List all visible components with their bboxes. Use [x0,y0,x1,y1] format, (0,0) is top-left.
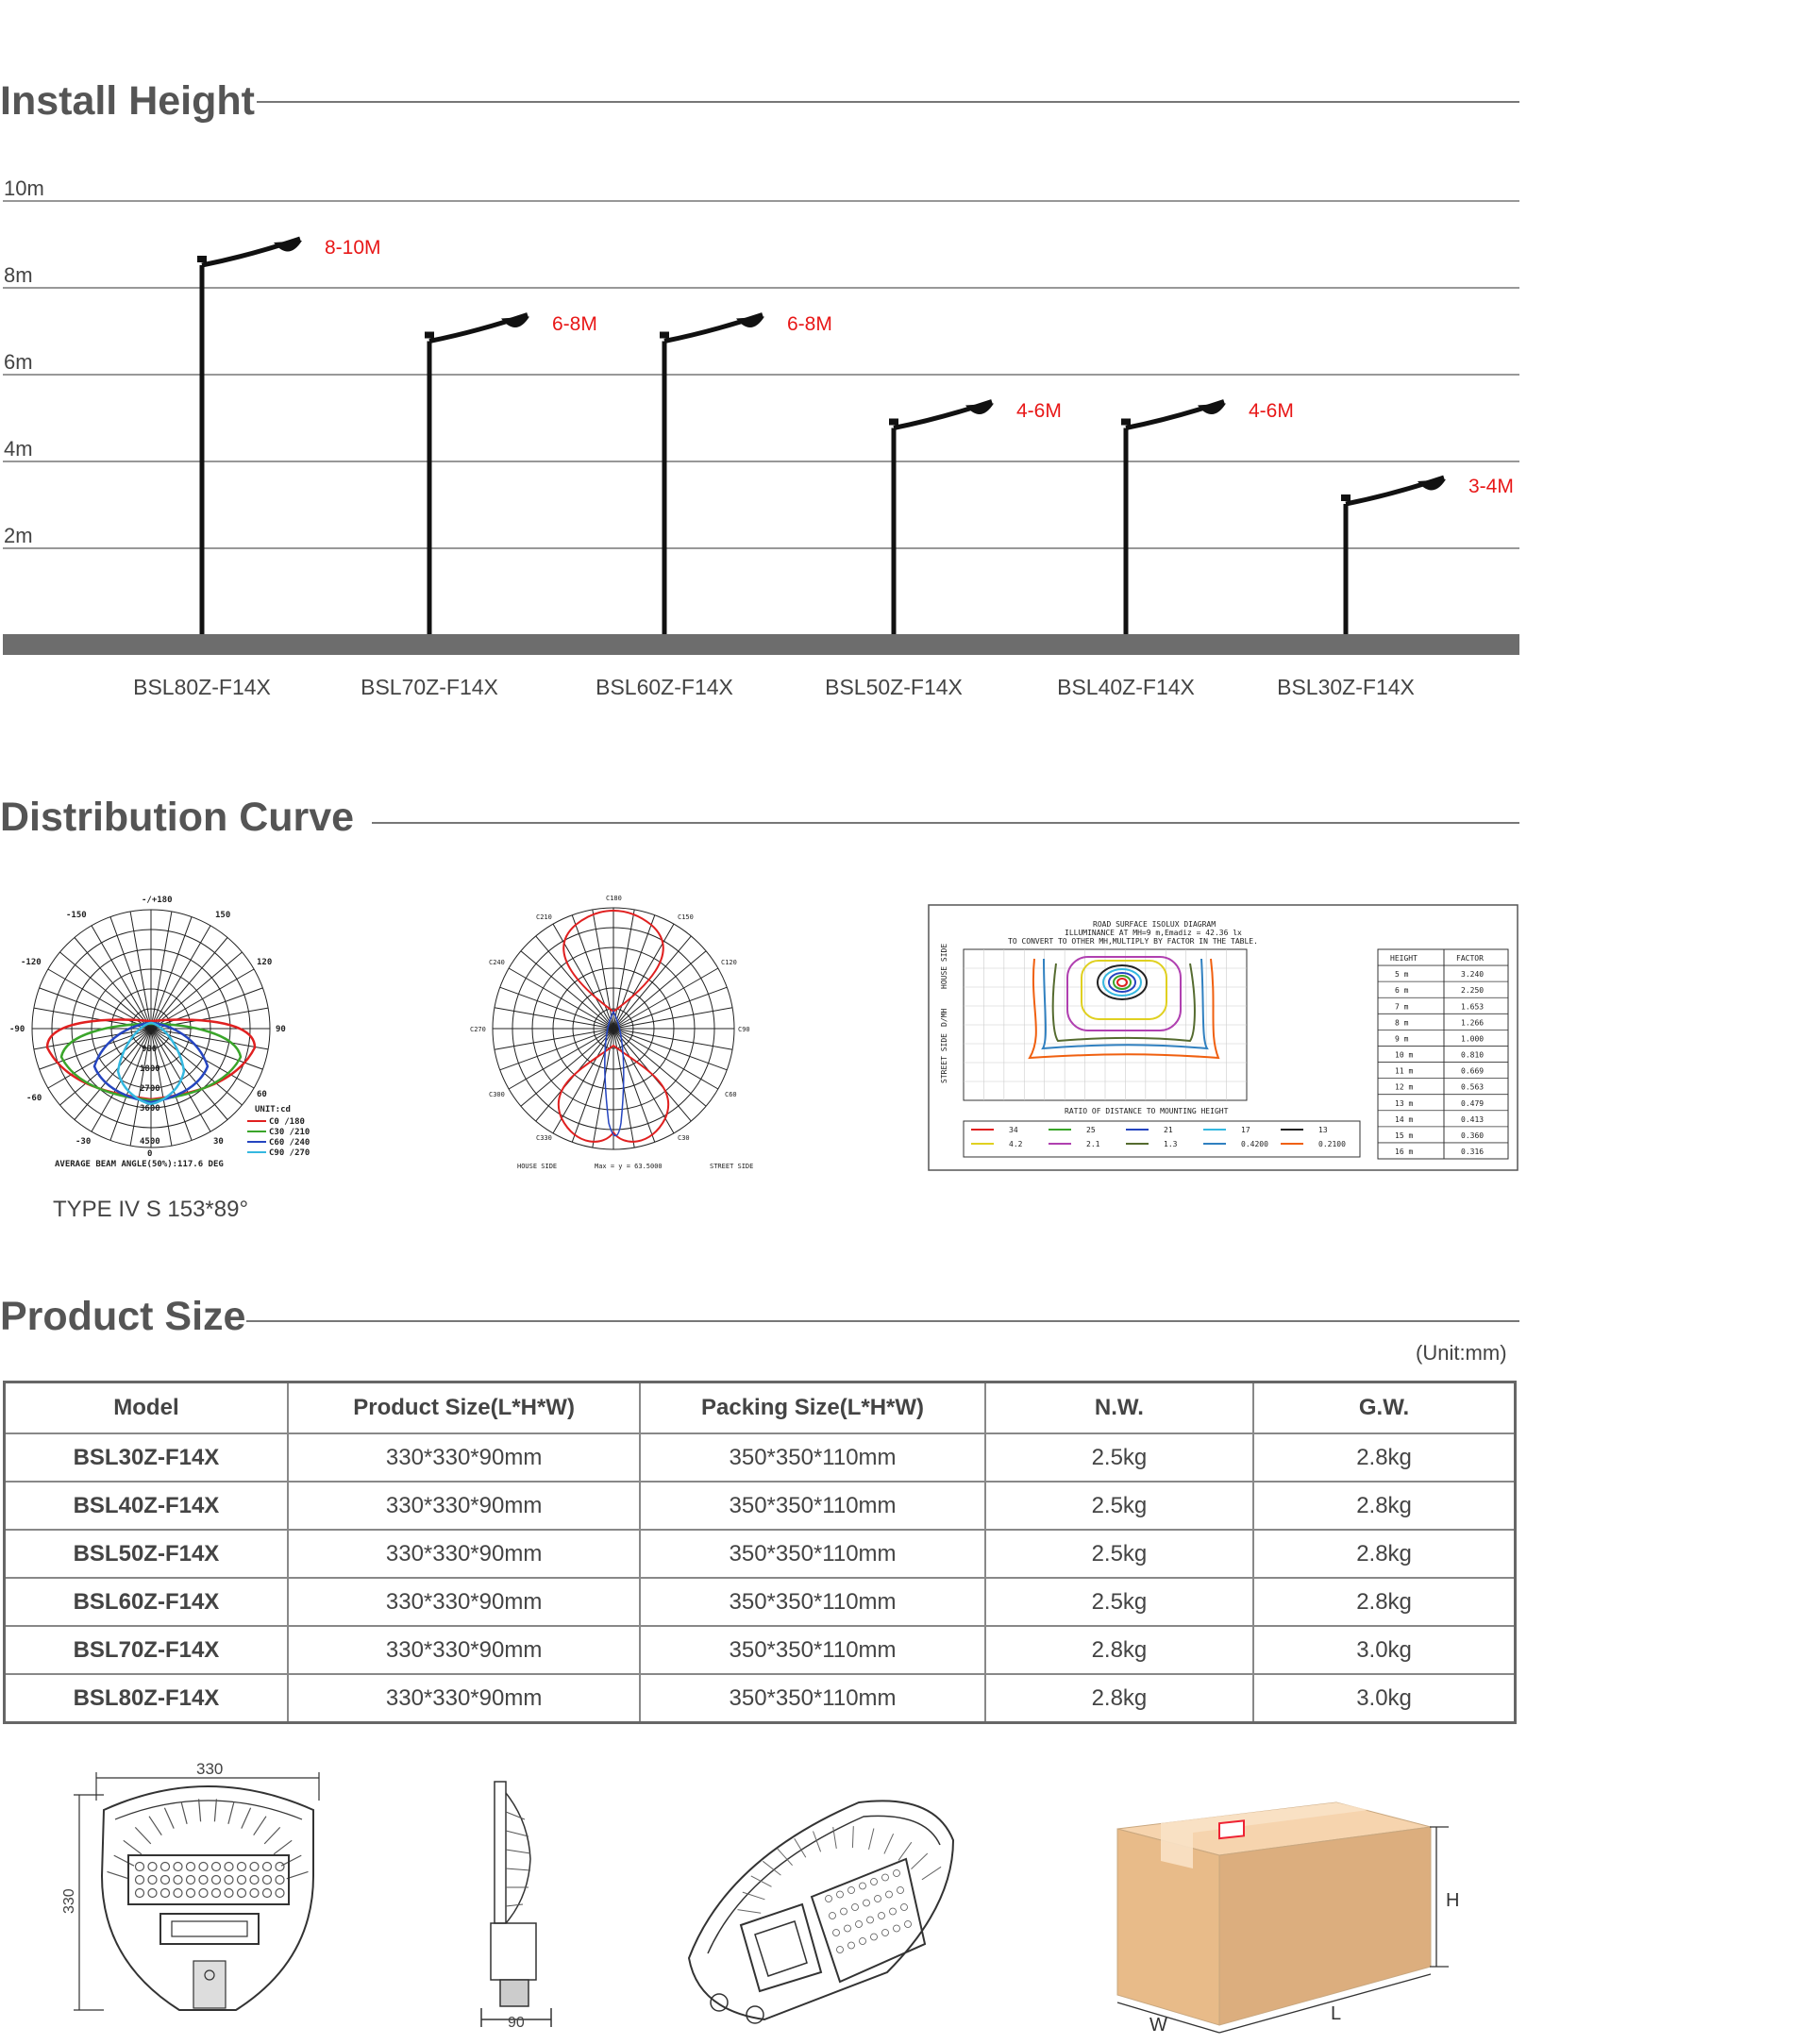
cell-gw: 2.8kg [1253,1482,1515,1530]
luminaire-head [1418,479,1446,491]
pole-cap [197,256,207,262]
factor-cell-factor: 0.810 [1461,1050,1485,1060]
cell-nw: 2.5kg [985,1530,1253,1578]
factor-cell-factor: 0.479 [1461,1098,1485,1108]
p1-label-60: 60 [257,1090,267,1099]
factor-cell-height: 6 m [1395,986,1409,996]
box-dim-h: H [1446,1890,1460,1911]
isolux-legend-value: 25 [1086,1126,1096,1134]
height-range-label: 3-4M [1468,476,1514,497]
p2-label-c330: C330 [536,1134,552,1142]
pole-cap [1121,419,1131,426]
cell-nw: 2.5kg [985,1578,1253,1626]
cell-gw: 2.8kg [1253,1530,1515,1578]
factor-cell-factor: 0.669 [1461,1066,1485,1076]
cell-product-size: 330*330*90mm [288,1674,640,1723]
height-range-label: 4-6M [1249,399,1294,422]
poles-layer [197,239,1446,634]
box-dim-w: W [1149,2015,1167,2036]
polar-diagram-2 [462,887,774,1175]
p2-label-c210: C210 [536,913,552,921]
isolux-legend-value: 13 [1318,1126,1328,1134]
pole-cap [660,332,669,339]
factor-cell-factor: 1.000 [1461,1034,1485,1044]
p2-label-c90: C90 [738,1026,750,1033]
p1-label-m120: -120 [21,958,42,967]
isolux-ylabel-street: STREET SIDE [940,1033,948,1083]
table-row [5,1626,1516,1674]
table-row [5,1674,1516,1723]
p1-legend-c30: C30 /210 [269,1128,310,1137]
p1-footer: AVERAGE BEAM ANGLE(50%):117.6 DEG [55,1160,224,1169]
distribution-curve-title: Distribution Curve [0,795,355,840]
factor-cell-factor: 3.240 [1461,970,1485,980]
th-nw: N.W. [985,1382,1253,1434]
cell-nw: 2.5kg [985,1482,1253,1530]
factor-cell-height: 13 m [1395,1098,1414,1108]
model-label-5: BSL40Z-F14X [1057,675,1195,699]
side-width-dim: 90 [508,2015,525,2031]
cell-nw: 2.8kg [985,1674,1253,1723]
th-packing-size: Packing Size(L*H*W) [640,1382,984,1434]
factor-cell-height: 8 m [1395,1018,1409,1028]
p1-label-m150: -150 [66,911,87,920]
box-side-face [1219,1827,1431,2025]
cell-packing-size: 350*350*110mm [640,1578,984,1626]
factor-cell-height: 5 m [1395,970,1409,980]
factor-cell-factor: 0.413 [1461,1114,1485,1124]
type-label: TYPE IV S 153*89° [53,1197,249,1222]
p1-label-90: 90 [276,1025,286,1034]
factor-cell-factor: 0.563 [1461,1082,1485,1092]
p2-label-c240: C240 [489,959,505,966]
height-gridlines [3,201,1519,548]
product-size-title-rule [246,1320,1519,1322]
y-label-4m: 4m [4,437,33,461]
th-model: Model [5,1382,288,1434]
p1-label-180: -/+180 [142,896,173,905]
factor-cell-height: 15 m [1395,1131,1414,1140]
side-view-drawing [472,1774,576,2029]
height-range-label: 6-8M [787,312,832,335]
isolux-ylabel-dmh: D/MH [940,1008,948,1027]
p1-label-150: 150 [215,911,231,920]
model-label-6: BSL30Z-F14X [1277,675,1415,699]
cell-packing-size: 350*350*110mm [640,1433,984,1482]
cell-product-size: 330*330*90mm [288,1433,640,1482]
p1-ring-900: 900 [142,1045,158,1054]
model-label-3: BSL60Z-F14X [596,675,733,699]
luminaire-head [274,241,302,252]
p1-legend-c0: C0 /180 [269,1117,305,1127]
model-label-4: BSL50Z-F14X [825,675,963,699]
isolux-legend-value: 17 [1241,1126,1250,1134]
luminaire-head [501,317,529,328]
isolux-title-3: TO CONVERT TO OTHER MH,MULTIPLY BY FACTOR IN THE TABLE. [1008,937,1258,946]
cell-gw: 2.8kg [1253,1578,1515,1626]
luminaire-head [1198,404,1226,415]
y-label-10m: 10m [4,176,44,200]
table-header-row [5,1382,1516,1434]
cell-model: BSL60Z-F14X [5,1578,288,1626]
p2-footer-right: STREET SIDE [710,1163,754,1170]
cell-model: BSL40Z-F14X [5,1482,288,1530]
p2-label-c300: C300 [489,1091,505,1098]
p1-ring-4500: 4500 [140,1137,160,1147]
table-row [5,1530,1516,1578]
isolux-legend-value: 0.2100 [1318,1140,1346,1148]
cell-gw: 3.0kg [1253,1626,1515,1674]
height-range-label: 8-10M [325,237,381,259]
p1-label-m30: -30 [76,1137,92,1147]
p2-footer-mid: Max = y = 63.5000 [595,1163,663,1170]
cell-model: BSL30Z-F14X [5,1433,288,1482]
factor-cell-factor: 2.250 [1461,986,1485,996]
p1-legend-c60: C60 /240 [269,1138,310,1148]
factor-cell-factor: 1.653 [1461,1002,1485,1012]
perspective-drawing [670,1784,972,2029]
p2-footer-left: HOUSE SIDE [517,1163,558,1170]
install-height-title: Install Height [0,78,255,124]
table-row [5,1433,1516,1482]
model-label-2: BSL70Z-F14X [361,675,498,699]
isolux-legend-value: 21 [1164,1126,1173,1134]
cell-packing-size: 350*350*110mm [640,1674,984,1723]
p1-unit: UNIT:cd [255,1105,291,1114]
polar-diagram-1 [0,887,321,1170]
p1-label-m60: -60 [26,1094,42,1103]
isolux-xlabel: RATIO OF DISTANCE TO MOUNTING HEIGHT [1065,1107,1229,1115]
factor-cell-height: 9 m [1395,1034,1409,1044]
cell-packing-size: 350*350*110mm [640,1626,984,1674]
cell-product-size: 330*330*90mm [288,1626,640,1674]
model-label-1: BSL80Z-F14X [133,675,271,699]
front-view-drawing [61,1760,330,2027]
p1-ring-3600: 3600 [140,1104,160,1114]
p1-label-m90: -90 [9,1025,25,1034]
isolux-legend-value: 4.2 [1009,1140,1023,1148]
p2-label-c270: C270 [470,1026,486,1033]
factor-cell-height: 11 m [1395,1066,1414,1076]
cell-product-size: 330*330*90mm [288,1482,640,1530]
luminaire-head [736,317,764,328]
isolux-legend-value: 34 [1009,1126,1018,1134]
unit-label: (Unit:mm) [1416,1341,1507,1365]
factor-cell-factor: 1.266 [1461,1018,1485,1028]
p2-label-c60: C60 [725,1091,737,1098]
y-label-2m: 2m [4,524,33,547]
y-label-6m: 6m [4,350,33,374]
factor-header-factor: FACTOR [1456,954,1484,963]
isolux-legend-value: 2.1 [1086,1140,1100,1148]
y-label-8m: 8m [4,263,33,287]
p1-ring-2700: 2700 [140,1084,160,1094]
p2-label-c120: C120 [721,959,737,966]
isolux-title-1: ROAD SURFACE ISOLUX DIAGRAM [1093,920,1216,929]
cell-nw: 2.8kg [985,1626,1253,1674]
p1-label-0: 0 [147,1149,153,1159]
height-range-label: 4-6M [1016,399,1062,422]
p2-label-c30: C30 [678,1134,690,1142]
factor-cell-factor: 0.316 [1461,1148,1485,1156]
cell-model: BSL70Z-F14X [5,1626,288,1674]
pole-cap [425,332,434,339]
cell-nw: 2.5kg [985,1433,1253,1482]
factor-cell-height: 16 m [1395,1148,1414,1156]
front-height-dim: 330 [61,1888,77,1914]
product-size-title: Product Size [0,1294,246,1339]
factor-header-height: HEIGHT [1390,954,1418,963]
p2-label-c180: C180 [606,895,622,902]
pole-cap [889,419,898,426]
isolux-title-2: ILLUMINANCE AT MH=9 m,Emadiz = 42.36 lx [1065,929,1242,937]
box-label [1219,1820,1244,1838]
product-size-table [3,1381,1517,1724]
th-product-size: Product Size(L*H*W) [288,1382,640,1434]
isolux-legend-value: 1.3 [1164,1140,1178,1148]
th-gw: G.W. [1253,1382,1515,1434]
cell-packing-size: 350*350*110mm [640,1530,984,1578]
distribution-title-rule [372,822,1519,824]
cell-product-size: 330*330*90mm [288,1530,640,1578]
box-dim-l: L [1331,2003,1342,2024]
table-row [5,1578,1516,1626]
table-row [5,1482,1516,1530]
p1-ring-1800: 1800 [140,1064,160,1074]
cell-product-size: 330*330*90mm [288,1578,640,1626]
pole-cap [1341,494,1351,501]
factor-cell-height: 10 m [1395,1050,1414,1060]
isolux-legend-value: 0.4200 [1241,1140,1268,1148]
luminaire-head [965,404,994,415]
factor-cell-height: 12 m [1395,1082,1414,1092]
height-range-label: 6-8M [552,312,597,335]
factor-cell-factor: 0.360 [1461,1131,1485,1140]
factor-cell-height: 7 m [1395,1002,1409,1012]
packing-box-drawing [1095,1765,1519,2036]
cell-packing-size: 350*350*110mm [640,1482,984,1530]
factor-cell-height: 14 m [1395,1114,1414,1124]
p1-legend-c90: C90 /270 [269,1148,310,1158]
ground-bar [3,634,1519,655]
p1-label-120: 120 [257,958,273,967]
cell-gw: 3.0kg [1253,1674,1515,1723]
p1-label-30: 30 [213,1137,224,1147]
isolux-ylabel-house: HOUSE SIDE [940,943,948,989]
front-width-dim: 330 [196,1760,224,1778]
cell-gw: 2.8kg [1253,1433,1515,1482]
cell-model: BSL80Z-F14X [5,1674,288,1723]
isolux-diagram [928,904,1518,1171]
install-height-chart [0,0,1812,717]
p2-label-c150: C150 [678,913,694,921]
cell-model: BSL50Z-F14X [5,1530,288,1578]
